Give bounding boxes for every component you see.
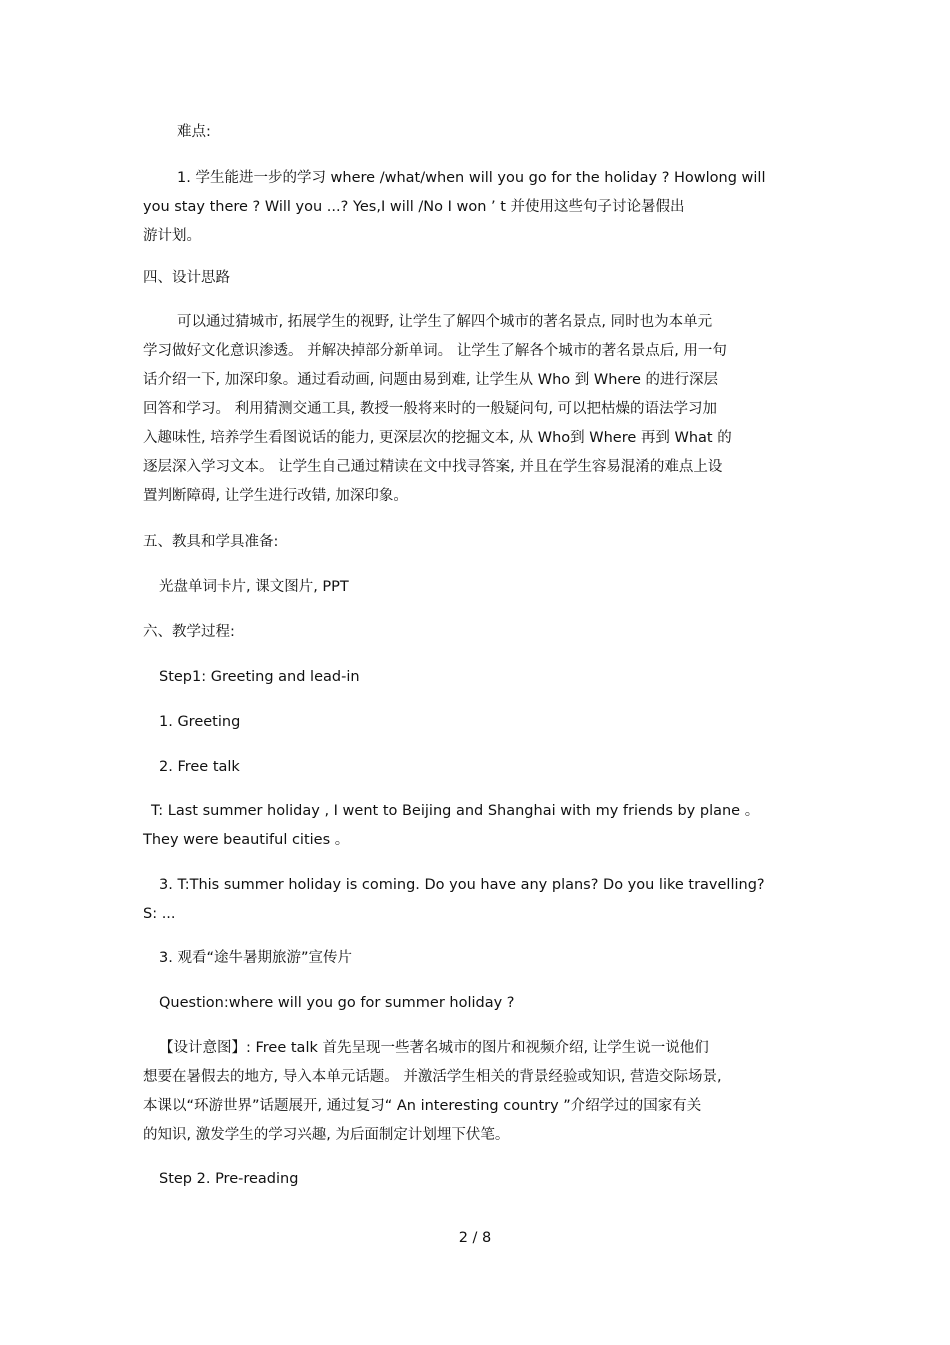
step-1-item-1: 1. Greeting — [159, 714, 241, 730]
section-4-line-5: 入趣味性, 培养学生看图说话的能力, 更深层次的挖掘文本, 从 Who到 Where 再到 What 的 — [143, 430, 732, 446]
difficulty-item-1-line-2: you stay there ? Will you ...? Yes,I will /No I won ’ t 并使用这些句子讨论暑假出 — [143, 199, 685, 215]
page-number: 2 / 8 — [458, 1230, 492, 1246]
difficulty-item-1-line-1: 1. 学生能进一步的学习 where /what/when will you go for the holiday ? Howlong will — [177, 170, 766, 186]
section-4-line-4: 回答和学习。 利用猜测交通工具, 教授一般将来时的一般疑问句, 可以把枯燥的语法学习加 — [143, 401, 718, 417]
step-1-item-3a-line-1: 3. T:This summer holiday is coming. Do you have any plans? Do you like travelling? — [159, 877, 765, 893]
section-4-line-7: 置判断障碍, 让学生进行改错, 加深印象。 — [143, 488, 408, 504]
teacher-talk-line-1: T: Last summer holiday , I went to Beijing and Shanghai with my friends by plane 。 — [151, 803, 760, 819]
section-4-line-6: 逐层深入学习文本。 让学生自己通过精读在文中找寻答案, 并且在学生容易混淆的难点上设 — [143, 459, 723, 475]
step-2-heading: Step 2. Pre-reading — [159, 1171, 299, 1187]
teacher-talk-line-2: They were beautiful cities 。 — [143, 832, 350, 848]
question-line: Question:where will you go for summer holiday ? — [159, 995, 515, 1011]
design-intent-line-2: 想要在暑假去的地方, 导入本单元话题。 并激活学生相关的背景经验或知识, 营造交际场景, — [143, 1069, 722, 1085]
step-1-item-2: 2. Free talk — [159, 759, 240, 775]
section-4-line-3: 话介绍一下, 加深印象。通过看动画, 问题由易到难, 让学生从 Who 到 Where 的进行深层 — [143, 372, 718, 388]
step-1-heading: Step1: Greeting and lead-in — [159, 669, 360, 685]
step-1-item-3b: 3. 观看“途牛暑期旅游”宣传片 — [159, 950, 352, 966]
design-intent-line-3: 本课以“环游世界”话题展开, 通过复习“ An interesting country ”介绍学过的国家有关 — [143, 1098, 702, 1114]
difficulty-item-1-line-3: 游计划。 — [143, 228, 201, 244]
section-4-heading: 四、设计思路 — [143, 270, 230, 286]
difficulty-heading: 难点: — [177, 124, 211, 140]
step-1-item-3a-line-2: S: ... — [143, 906, 176, 922]
design-intent-line-1: 【设计意图】: Free talk 首先呈现一些著名城市的图片和视频介绍, 让学生说一说他们 — [159, 1040, 709, 1056]
section-5-heading: 五、教具和学具准备: — [143, 534, 279, 550]
section-4-line-1: 可以通过猜城市, 拓展学生的视野, 让学生了解四个城市的著名景点, 同时也为本单元 — [177, 314, 713, 330]
section-5-body: 光盘单词卡片, 课文图片, PPT — [159, 579, 349, 595]
section-6-heading: 六、教学过程: — [143, 624, 235, 640]
design-intent-line-4: 的知识, 激发学生的学习兴趣, 为后面制定计划埋下伏笔。 — [143, 1127, 510, 1143]
section-4-line-2: 学习做好文化意识渗透。 并解决掉部分新单词。 让学生了解各个城市的著名景点后, 用一句 — [143, 343, 727, 359]
